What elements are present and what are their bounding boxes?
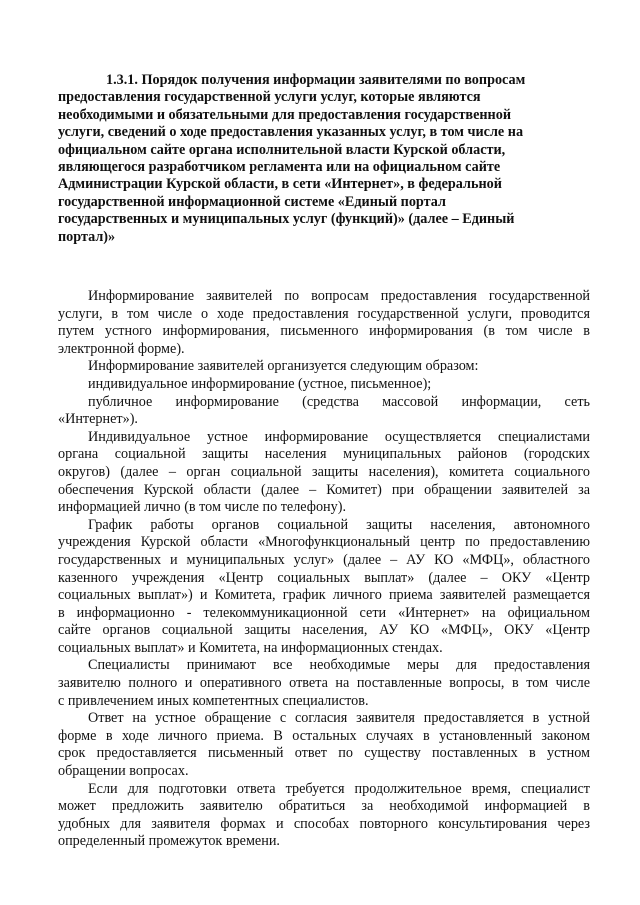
body-text <box>58 288 590 851</box>
heading-line: портал)» <box>58 228 116 245</box>
paragraph <box>58 657 590 710</box>
paragraph-line: может предложить заявителю обратиться за необходимой информацией в <box>58 798 590 815</box>
paragraph-line: определенный промежуток времени. <box>58 833 280 850</box>
paragraph-line: График работы органов социальной защиты населения, автономного <box>88 516 590 533</box>
paragraph <box>58 376 590 394</box>
paragraph <box>58 710 590 780</box>
paragraph-line: индивидуальное информирование (устное, письменное); <box>88 375 432 392</box>
paragraph-line: Если для подготовки ответа требуется продолжительное время, специалист <box>88 780 590 797</box>
paragraph <box>58 517 590 658</box>
paragraph-line: государственных и муниципальных услуг» (далее – АУ КО «МФЦ», областного <box>58 551 590 568</box>
paragraph-line: социальных выплат» и Комитета, на информационных стендах. <box>58 639 443 656</box>
heading-line: официальном сайте органа исполнительной власти Курской области, <box>58 141 506 158</box>
paragraph-line: публичное информирование (средства массовой информации, сеть <box>88 393 590 410</box>
heading-line: Администрации Курской области, в сети «Интернет», в федеральной <box>58 176 502 193</box>
paragraph-line: информацией лично (в том числе по телефону). <box>58 499 346 516</box>
paragraph <box>58 288 590 358</box>
paragraph-line: округов) (далее – орган социальной защиты населения), комитета социального <box>58 463 590 480</box>
heading-line: государственных и муниципальных услуг (функций)» (далее – Единый <box>58 211 515 228</box>
heading-line: предоставления государственной услуги услуг, которые являются <box>58 89 481 106</box>
paragraph-line: Информирование заявителей по вопросам предоставления государственной <box>88 288 590 304</box>
paragraph-line: сайте органов социальной защиты населения, АУ КО «МФЦ», ОКУ «Центр <box>58 622 590 639</box>
heading-line: государственной информационной системе «Единый портал <box>58 193 446 210</box>
paragraph <box>58 781 590 851</box>
paragraph-line: учреждения Курской области «Многофункциональный центр по предоставлению <box>58 534 590 551</box>
paragraph <box>58 394 590 429</box>
section-heading <box>58 72 590 246</box>
paragraph-line: удобных для заявителя формах и способах повторного консультирования через <box>58 815 590 832</box>
heading-line: услуги, сведений о ходе предоставления указанных услуг, в том числе на <box>58 124 524 141</box>
paragraph-line: путем устного информирования, письменного информирования (в том числе в <box>58 323 590 340</box>
paragraph-line: Специалисты принимают все необходимые меры для предоставления <box>88 657 590 674</box>
paragraph-line: электронной форме). <box>58 340 185 357</box>
paragraph-line: заявителю полного и оперативного ответа на поставленные вопросы, в том числе <box>58 675 590 692</box>
paragraph-line: услуги, в том числе о ходе предоставления государственной услуги, проводится <box>58 305 590 322</box>
heading-line: необходимыми и обязательными для предоставления государственной <box>58 106 511 123</box>
paragraph-line: с привлечением иных компетентных специалистов. <box>58 692 369 709</box>
paragraph-line: «Интернет»). <box>58 411 138 428</box>
paragraph-line: Информирование заявителей организуется следующим образом: <box>88 358 479 375</box>
paragraph-line: Ответ на устное обращение с согласия заявителя предоставляется в устной <box>88 710 590 727</box>
paragraph <box>58 358 590 376</box>
paragraph-line: обеспечения Курской области (далее – Комитет) при обращении заявителей за <box>58 481 590 498</box>
heading-line: 1.3.1. Порядок получения информации заявителями по вопросам <box>106 72 526 88</box>
paragraph <box>58 429 590 517</box>
paragraph-line: в информационно - телекоммуникационной сети «Интернет» на официальном <box>58 604 590 621</box>
paragraph-line: форме в ходе личного приема. В остальных случаях в установленный законом <box>58 727 590 744</box>
paragraph-line: срок предоставляется письменный ответ по существу поставленных в устном <box>58 745 590 762</box>
paragraph-line: социальных выплат») и Комитета, график личного приема заявителей размещается <box>58 587 590 604</box>
heading-line: являющегося разработчиком регламента или на официальном сайте <box>58 159 501 176</box>
paragraph-line: обращении вопросах. <box>58 763 189 780</box>
paragraph-line: органа социальной защиты населения муниципальных районов (городских <box>58 446 590 463</box>
paragraph-line: казенного учреждения «Центр социальных выплат» (далее – ОКУ «Центр <box>58 569 590 586</box>
paragraph-line: Индивидуальное устное информирование осуществляется специалистами <box>88 428 590 445</box>
